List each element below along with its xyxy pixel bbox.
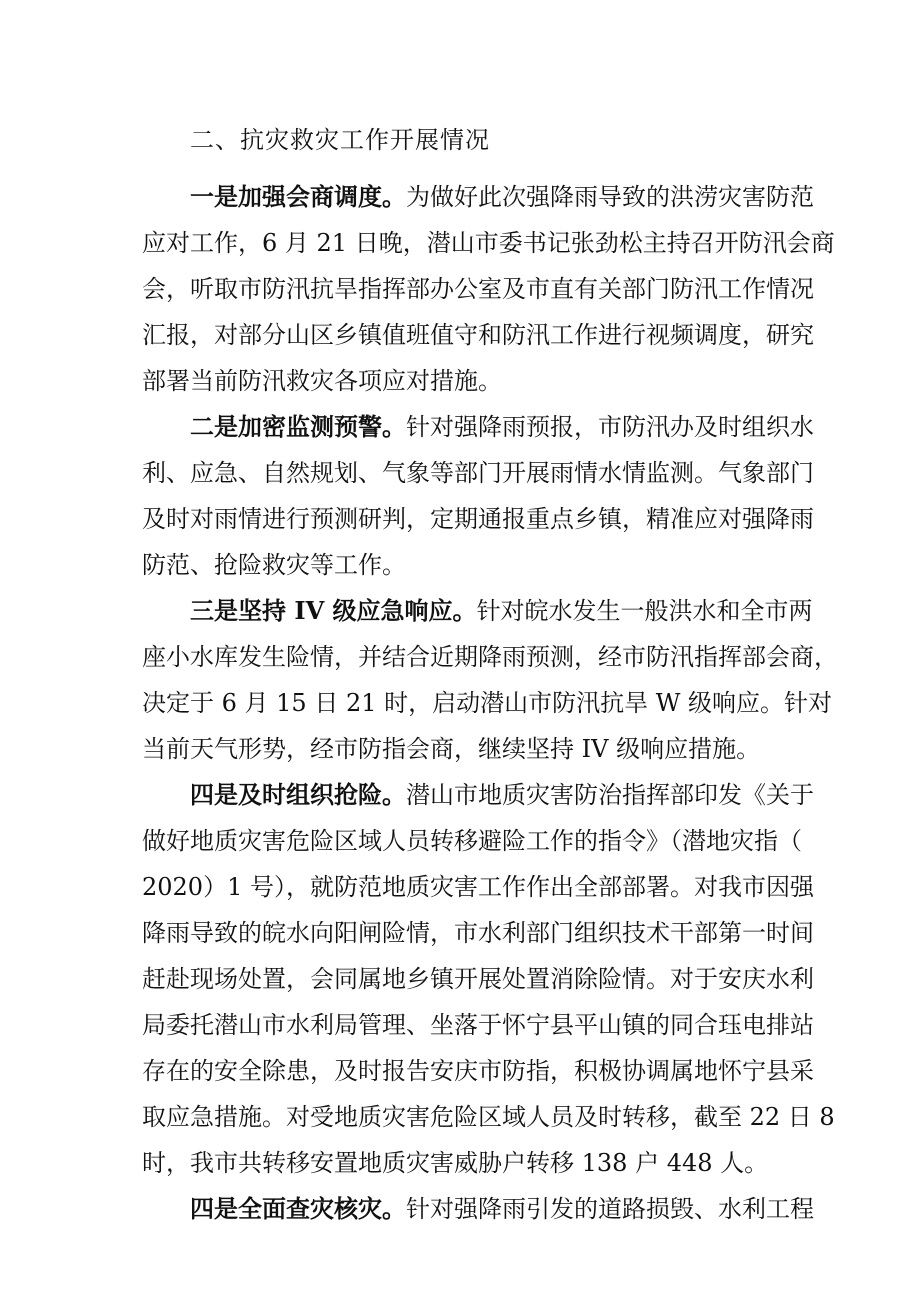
- paragraph-2-text: 针对强降雨预报，市防汛办及时组织水: [406, 413, 814, 441]
- paragraph-1-line-1: [190, 179, 814, 215]
- paragraph-4-lead: 四是及时组织抢险。: [190, 780, 406, 809]
- paragraph-4-line-2: 做好地质灾害危险区域人员转移避险工作的指令》（潜地灾指（: [142, 827, 802, 855]
- paragraph-2-line-2: 利、应急、自然规划、气象等部门开展雨情水情监测。气象部门: [142, 459, 814, 487]
- paragraph-4-line-4: 降雨导致的皖水向阳闸险情，市水利部门组织技术干部第一时间: [142, 919, 814, 947]
- paragraph-4-line-9: 时，我市共转移安置地质灾害威胁户转移 138 户 448 人。: [142, 1149, 769, 1177]
- paragraph-1-lead: 一是加强会商调度。: [190, 182, 406, 211]
- paragraph-4-line-5: 赶赴现场处置，会同属地乡镇开展处置消除险情。对于安庆水利: [142, 965, 814, 993]
- paragraph-1-line-4: 汇报，对部分山区乡镇值班值守和防汛工作进行视频调度，研究: [142, 321, 814, 349]
- paragraph-2-lead: 二是加密监测预警。: [190, 412, 406, 441]
- paragraph-1-line-3: 会，听取市防汛抗旱指挥部办公室及市直有关部门防汛工作情况: [142, 275, 814, 303]
- section-heading: 二、抗灾救灾工作开展情况: [190, 126, 490, 154]
- paragraph-4-line-8: 取应急措施。对受地质灾害危险区域人员及时转移，截至 22 日 8: [142, 1103, 835, 1131]
- paragraph-2-line-4: 防范、抢险救灾等工作。: [142, 551, 406, 579]
- paragraph-3-text: 针对皖水发生一般洪水和全市两: [476, 597, 813, 625]
- paragraph-3-line-2: 座小水库发生险情，并结合近期降雨预测，经市防汛指挥部会商，: [142, 643, 838, 671]
- paragraph-5-line-1: [190, 1191, 814, 1227]
- paragraph-3-lead: 三是坚持 IV 级应急响应。: [190, 596, 477, 625]
- paragraph-4-line-3: 2020）1 号），就防范地质灾害工作作出全部部署。对我市因强: [142, 873, 814, 901]
- paragraph-4-text: 潜山市地质灾害防治指挥部印发《关于: [406, 781, 814, 809]
- paragraph-1-text: 为做好此次强降雨导致的洪涝灾害防范: [406, 183, 814, 211]
- paragraph-5-lead: 四是全面查灾核灾。: [190, 1194, 406, 1223]
- paragraph-3-line-3: 决定于 6 月 15 日 21 时，启动潜山市防汛抗旱 W 级响应。针对: [142, 689, 833, 717]
- paragraph-4-line-1: [190, 777, 814, 813]
- paragraph-3-line-1: [190, 593, 813, 629]
- paragraph-1-line-2: 应对工作，6 月 21 日晚，潜山市委书记张劲松主持召开防汛会商: [142, 229, 835, 257]
- paragraph-2-line-3: 及时对雨情进行预测研判，定期通报重点乡镇，精准应对强降雨: [142, 505, 814, 533]
- paragraph-3-line-4: 当前天气形势，经市防指会商，继续坚持 IV 级响应措施。: [142, 735, 761, 763]
- paragraph-4-line-6: 局委托潜山市水利局管理、坐落于怀宁县平山镇的同合珏电排站: [142, 1011, 814, 1039]
- paragraph-2-line-1: [190, 409, 814, 445]
- paragraph-1-line-5: 部署当前防汛救灾各项应对措施。: [142, 367, 502, 395]
- paragraph-4-line-7: 存在的安全除患，及时报告安庆市防指，积极协调属地怀宁县采: [142, 1057, 814, 1085]
- paragraph-5-text: 针对强降雨引发的道路损毁、水利工程: [406, 1195, 814, 1223]
